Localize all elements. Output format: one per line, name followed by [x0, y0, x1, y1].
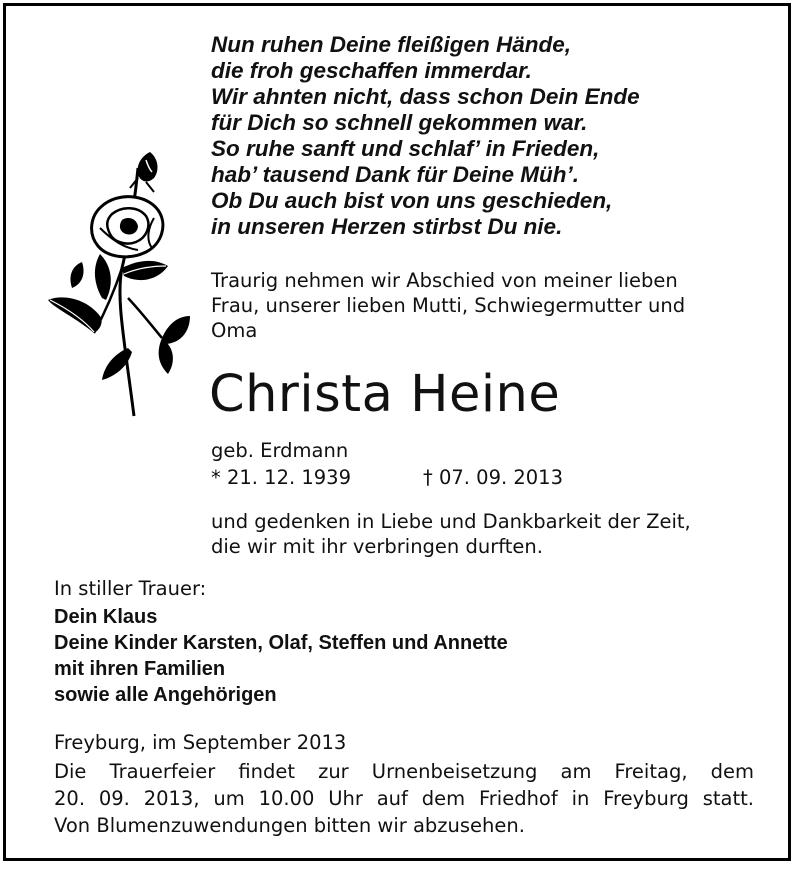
poem-line: Wir ahnten nicht, dass schon Dein Ende: [211, 84, 640, 109]
family-list: [54, 604, 508, 708]
intro-line: Frau, unserer lieben Mutti, Schwiegermutter und: [211, 294, 686, 317]
poem-line: hab’ tausend Dank für Deine Müh’.: [211, 162, 579, 187]
poem-line: für Dich so schnell gekommen war.: [211, 110, 588, 135]
mourning-label: In stiller Trauer:: [54, 577, 207, 600]
poem-line: Ob Du auch bist von uns geschieden,: [211, 188, 613, 213]
info-line: Die Trauerfeier findet zur Urnenbeisetzung am Freitag, dem: [54, 760, 754, 783]
poem-line: in unseren Herzen stirbst Du nie.: [211, 214, 563, 239]
rose-icon: [42, 148, 192, 418]
family-line: mit ihren Familien: [54, 658, 226, 680]
poem-line: Nun ruhen Deine fleißigen Hände,: [211, 32, 572, 57]
family-line: Deine Kinder Karsten, Olaf, Steffen und Annette: [54, 632, 508, 654]
info-line: Von Blumenzuwendungen bitten wir abzusehen.: [54, 814, 525, 837]
born-name: geb. Erdmann: [211, 439, 349, 462]
intro-text: [211, 268, 771, 343]
intro-line: Traurig nehmen wir Abschied von meiner lieben: [211, 269, 678, 292]
memory-line: und gedenken in Liebe und Dankbarkeit der Zeit,: [211, 510, 691, 533]
birth-date: * 21. 12. 1939: [211, 466, 351, 489]
poem: [211, 32, 771, 240]
intro-line: Oma: [211, 319, 258, 342]
obituary-card: [3, 3, 791, 861]
memory-line: die wir mit ihr verbringen durften.: [211, 535, 543, 558]
family-line: sowie alle Angehörigen: [54, 684, 277, 706]
funeral-info: [54, 758, 756, 839]
family-line: Dein Klaus: [54, 606, 158, 628]
memory-text: [211, 509, 691, 559]
death-date: † 07. 09. 2013: [423, 466, 563, 489]
life-dates: [211, 465, 563, 490]
poem-line: die froh geschaffen immerdar.: [211, 58, 532, 83]
deceased-name: Christa Heine: [209, 365, 561, 424]
poem-line: So ruhe sanft und schlaf’ in Frieden,: [211, 136, 600, 161]
info-line: 20. 09. 2013, um 10.00 Uhr auf dem Friedhof in Freyburg statt.: [54, 787, 754, 810]
place-date: Freyburg, im September 2013: [54, 731, 347, 754]
